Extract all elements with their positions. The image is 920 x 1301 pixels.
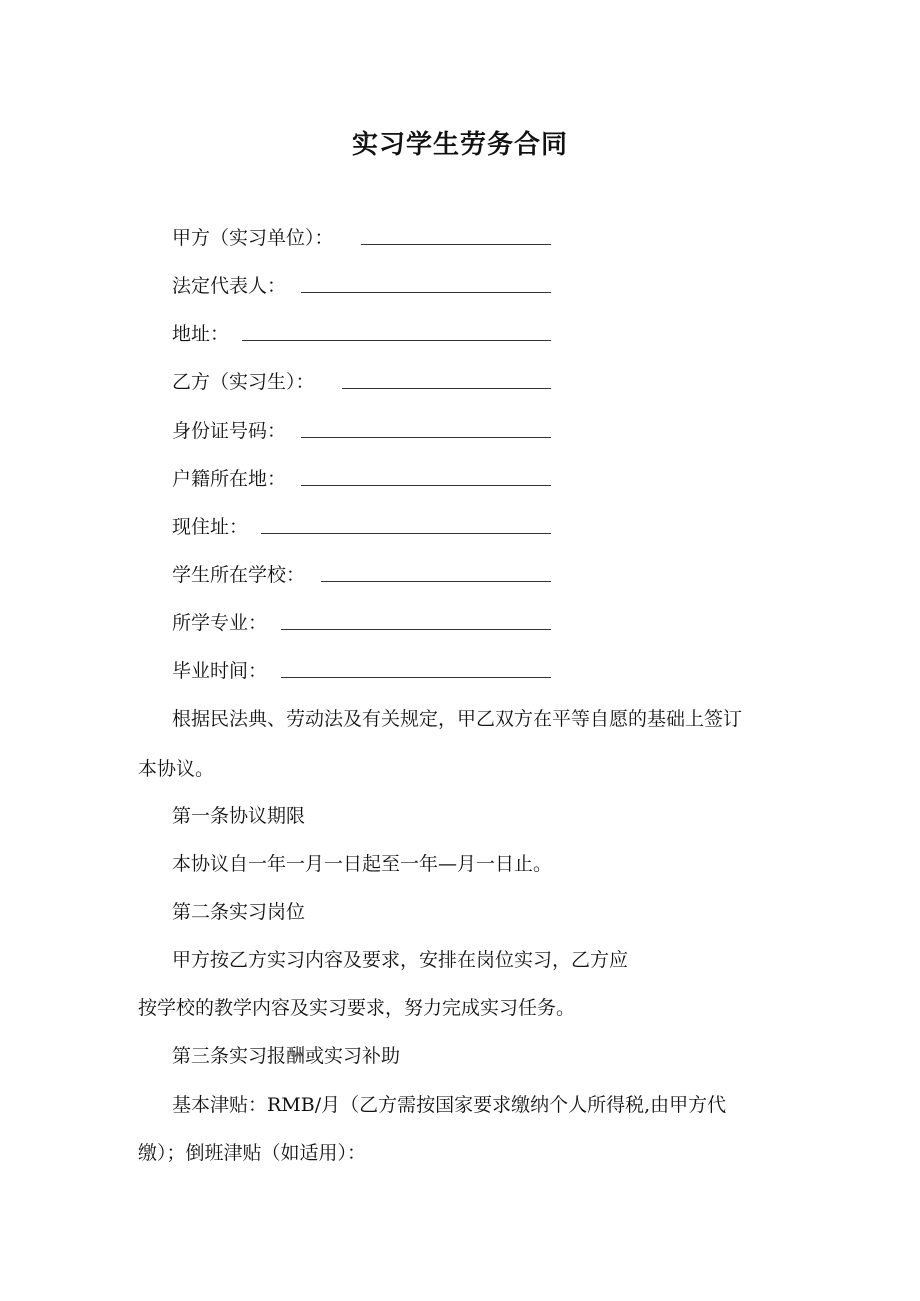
field-line-graduation-time[interactable] [281,677,551,678]
field-graduation-time [172,657,267,685]
field-household-registration [172,465,286,493]
field-label: 法定代表人： [172,275,287,297]
field-label: 毕业时间： [172,660,268,682]
field-major [172,609,267,637]
article-2-body-line-2: 按学校的教学内容及实习要求，努力完成实习任务。 [138,997,576,1019]
article-3-body-line-1: 基本津贴：RMB/月（乙方需按国家要求缴纳个人所得税,由甲方代 [172,1094,727,1116]
field-label: 甲方（实习单位）： [172,227,334,249]
article-2-title: 第二条实习岗位 [172,901,306,923]
field-school [172,561,305,589]
field-line-id-number[interactable] [301,437,551,438]
field-label: 户籍所在地： [172,468,287,490]
article-1-body: 本协议自一年一月一日起至一年—月一日止。 [172,853,553,875]
field-party-a [172,224,334,252]
field-line-school[interactable] [321,581,551,582]
field-legal-representative [172,272,286,300]
field-line-party-a[interactable] [361,244,551,245]
field-label: 所学专业： [172,612,268,634]
field-line-party-b[interactable] [342,388,551,389]
field-party-b [172,368,315,396]
field-line-major[interactable] [281,629,551,630]
field-line-household-registration[interactable] [301,485,551,486]
field-label: 现住址： [172,516,249,538]
field-current-address [172,513,248,541]
field-line-legal-representative[interactable] [301,292,551,293]
field-line-current-address[interactable] [261,533,551,534]
article-3-title: 第三条实习报酬或实习补助 [172,1045,401,1067]
article-3-body-line-2: 缴）；倒班津贴（如适用）： [138,1142,367,1164]
field-id-number [172,417,286,445]
field-label: 身份证号码： [172,420,287,442]
field-line-address[interactable] [242,340,551,341]
article-1-title: 第一条协议期限 [172,805,306,827]
field-label: 地址： [172,323,230,345]
field-label: 乙方（实习生）： [172,371,315,393]
field-address [172,320,229,348]
field-label: 学生所在学校： [172,564,306,586]
intro-paragraph-line-1: 根据民法典、劳动法及有关规定，甲乙双方在平等自愿的基础上签订 [172,708,743,730]
intro-paragraph-line-2: 本协议。 [138,758,215,780]
document-title: 实习学生劳务合同 [351,130,568,160]
article-2-body-line-1: 甲方按乙方实习内容及要求，安排在岗位实习，乙方应 [172,949,629,971]
